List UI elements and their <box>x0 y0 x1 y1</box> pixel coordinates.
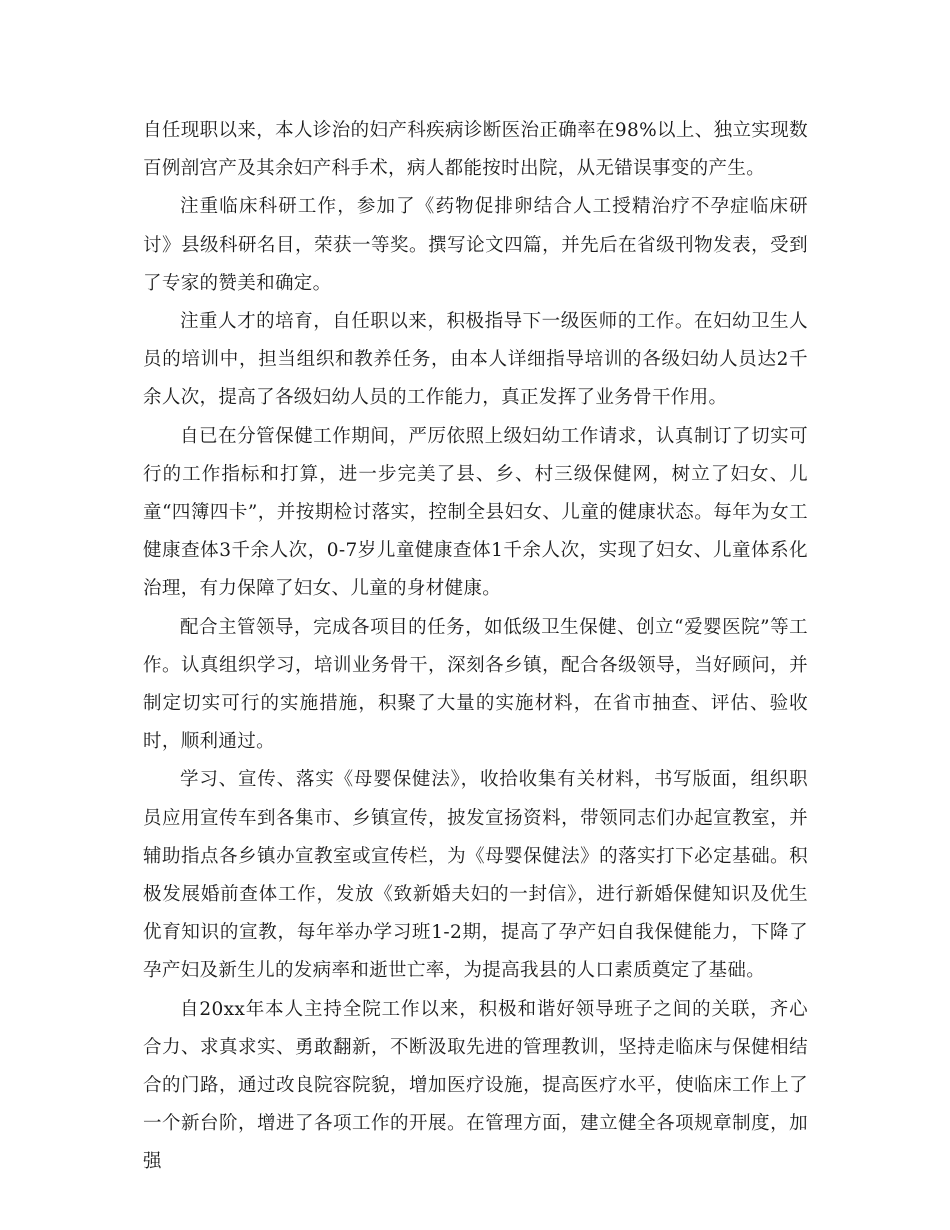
paragraph-3: 注重人才的培育，自任职以来，积极指导下一级医师的工作。在妇幼卫生人员的培训中，担当组织和教养任务，由本人详细指导培训的各级妇幼人员达2千余人次，提高了各级妇幼人员的工作能力，真正发挥了业务骨干作用。 <box>143 311 808 409</box>
paragraph-4: 自已在分管保健工作期间，严厉依照上级妇幼工作请求，认真制订了切实可行的工作指标和打算，进一步完美了县、乡、村三级保健网，树立了妇女、儿童“四簿四卡”，并按期检讨落实，控制全县妇女、儿童的健康状态。每年为女工健康查体3千余人次，0-7岁儿童健康查体1千余人次，实现了妇女、儿童体系化治理，有力保障了妇女、儿童的身材健康。 <box>143 425 808 600</box>
paragraph-7: 自20xx年本人主持全院工作以来，积极和谐好领导班子之间的关联，齐心合力、求真求实、勇敢翻新，不断汲取先进的管理教训，坚持走临床与保健相结合的门路，通过改良院容院貌，增加医疗设施，提高医疗水平，使临床工作上了一个新台阶，增进了各项工作的开展。在管理方面，建立健全各项规章制度，加强 <box>143 998 808 1173</box>
paragraph-5: 配合主管领导，完成各项目的任务，如低级卫生保健、创立“爱婴医院”等工作。认真组织学习，培训业务骨干，深刻各乡镇，配合各级领导，当好顾问，并制定切实可行的实施措施，积聚了大量的实施材料，在省市抽查、评估、验收时，顺利通过。 <box>143 616 808 753</box>
paragraph-6: 学习、宣传、落实《母婴保健法》，收拾收集有关材料，书写版面，组织职员应用宣传车到各集市、乡镇宣传，披发宣扬资料，带领同志们办起宣教室，并辅助指点各乡镇办宣教室或宣传栏，为《母婴保健法》的落实打下必定基础。积极发展婚前查体工作，发放《致新婚夫妇的一封信》，进行新婚保健知识及优生优育知识的宣教，每年举办学习班1-2期，提高了孕产妇自我保健能力，下降了孕产妇及新生儿的发病率和逝世亡率，为提高我县的人口素质奠定了基础。 <box>143 769 808 982</box>
paragraph-2: 注重临床科研工作，参加了《药物促排卵结合人工授精治疗不孕症临床研讨》县级科研名目，荣获一等奖。撰写论文四篇，并先后在省级刊物发表，受到了专家的赞美和确定。 <box>143 196 808 294</box>
document-body <box>143 112 808 1182</box>
paragraph-1: 自任现职以来，本人诊治的妇产科疾病诊断医治正确率在98%以上、独立实现数百例剖宫产及其余妇产科手术，病人都能按时出院，从无错误事变的产生。 <box>143 120 808 180</box>
